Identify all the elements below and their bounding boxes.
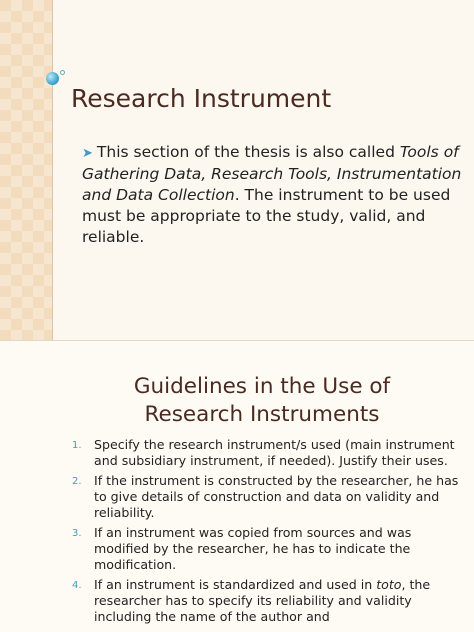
decorative-circle-icon [46, 72, 59, 85]
guidelines-title-line-2: Research Instruments [144, 402, 380, 427]
list-item [72, 525, 466, 573]
list-item-text: If an instrument was copied from sources and was modified by the researcher, he has to indicate the modification. [94, 525, 412, 572]
list-item-number: 1. [72, 440, 82, 451]
list-item-number: 4. [72, 580, 82, 591]
decorative-ring-icon [60, 70, 65, 75]
arrow-bullet-icon: ➤ [82, 146, 93, 161]
list-item-number: 3. [72, 528, 82, 539]
list-item-text: If the instrument is constructed by the researcher, he has to give details of construction and data on validity and reliability. [94, 473, 459, 520]
list-item-number: 2. [72, 476, 82, 487]
band-divider-line [52, 0, 53, 340]
list-item-text-continued: , the researcher has to specify its reliability and validity including the name of the author and [94, 577, 431, 624]
paragraph-text-2: . The instrument to be used must be appropriate to the study, valid, and reliable. [82, 186, 451, 246]
body-paragraph [82, 142, 466, 248]
list-item [72, 437, 466, 469]
list-item-text: If an instrument is standardized and used in [94, 577, 377, 592]
list-item [72, 473, 466, 521]
list-item [72, 577, 466, 625]
list-item-text: Specify the research instrument/s used (main instrument and subsidiary instrument, if needed). Justify their uses. [94, 437, 455, 468]
guidelines-list [72, 437, 466, 629]
paragraph-italic-terms: Tools of Gathering Data, Research Tools, Instrumentation and Data Collection [82, 143, 462, 204]
decorative-band [0, 0, 52, 340]
paragraph-text-1: This section of the thesis is also called [96, 143, 400, 161]
slide-title: Research Instrument [71, 84, 332, 113]
guidelines-title [70, 373, 454, 429]
guidelines-title-line-1: Guidelines in the Use of [133, 374, 391, 399]
list-item-italic: toto [376, 577, 402, 592]
